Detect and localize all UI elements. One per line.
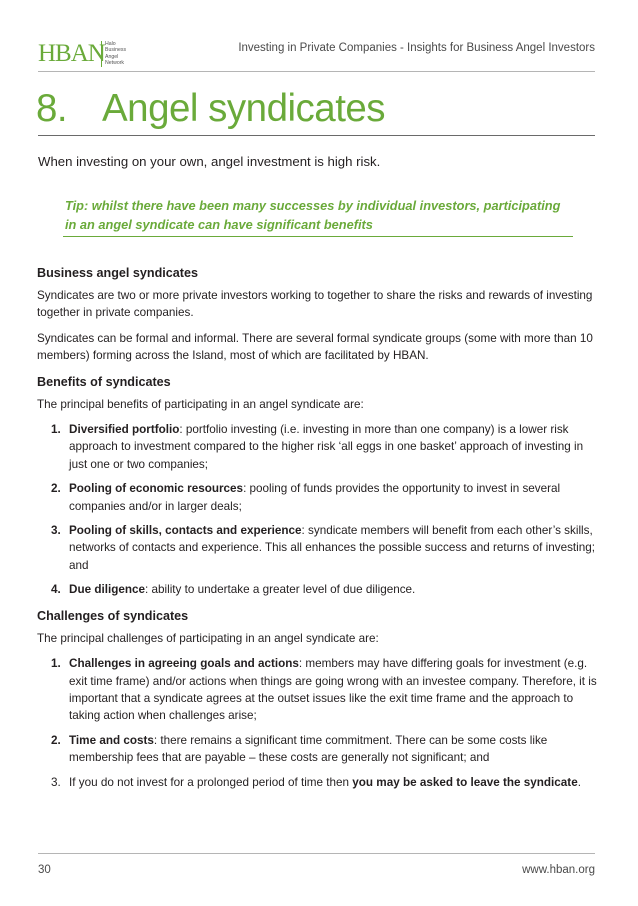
logo-sub-line: Network [105,60,125,67]
section-title-text: Angel syndicates [102,87,386,130]
running-header-title: Investing in Private Companies - Insights for Business Angel Investors [238,42,595,54]
body-content [37,264,597,799]
list-text: : ability to undertake a greater level of due diligence. [145,583,416,597]
logo-sub-line: Angel [105,53,119,60]
list-text: : syndicate members will benefit from each other’s skills, networks of contacts and experience. This all enhances the possible success and returns of investing; and [69,524,596,572]
section-heading: Challenges of syndicates [37,608,189,623]
list-item [37,522,597,574]
logo-wordmark: HBAN [38,40,105,67]
section-heading: Business angel syndicates [37,266,198,280]
paragraph: Syndicates can be formal and informal. There are several formal syndicate groups (some with more than 10 members) forming across the Island, most of which are facilitated by HBAN. [37,331,593,363]
list-text: : portfolio investing (i.e. investing in more than one company) is a lower risk approach to investment compared to the higher risk ‘all eggs in one basket’ approach of investing in just one or two companies; [69,423,584,471]
list-text: : there remains a significant time commitment. There can be some costs like membership fees that are payable – these costs are generally not significant; and [69,733,548,765]
header-divider [38,71,595,72]
list-term: Time and costs [69,733,154,747]
title-divider [38,135,595,136]
section-heading: Benefits of syndicates [37,374,171,389]
list-term: Pooling of economic resources [69,482,244,496]
list-text: : pooling of funds provides the opportunity to invest in several companies and/or in larger deals; [69,482,561,513]
paragraph: The principal benefits of participating in an angel syndicate are: [37,397,364,411]
challenges-list [37,655,597,791]
list-item [37,774,597,791]
benefits-list [37,421,597,599]
list-text: : members may have differing goals for investment (e.g. exit time frame) and/or actions when things are going wrong with an investee company. Therefore, it is important that a syndicate agrees at the outset issues like the exit time frame and the approach to taking action when challenges arise; [69,657,597,723]
tip-divider [63,236,573,237]
list-number: 3. [51,524,61,538]
tip-line: in an angel syndicate can have significant benefits [65,217,373,232]
tip-callout [65,196,585,234]
list-item [37,732,597,767]
intro-text: When investing on your own, angel investment is high risk. [38,154,381,169]
list-term: Diversified portfolio [69,423,180,437]
list-item [37,421,597,473]
page-title [36,86,385,132]
section-number: 8. [36,87,68,130]
list-number: 3. [51,775,61,789]
paragraph: Syndicates are two or more private investors working to together to share the risks and rewards of investing together in private companies. [37,289,593,320]
logo-subtitle [101,41,145,67]
list-item [37,581,597,598]
list-text: . [577,775,581,789]
page-number: 30 [38,864,51,876]
list-text: If you do not invest for a prolonged period of time then [69,775,353,789]
tip-line: Tip: whilst there have been many successes by individual investors, participating [65,198,561,213]
footer-website: www.hban.org [522,864,595,876]
list-number: 1. [51,423,61,437]
logo-sub-line: Halo [105,41,116,47]
list-item [37,480,597,515]
list-item [37,655,597,725]
list-number: 2. [51,482,61,496]
list-term: Pooling of skills, contacts and experience [69,524,302,538]
logo-sub-line: Business [105,47,127,54]
list-number: 4. [51,583,61,597]
paragraph: The principal challenges of participating in an angel syndicate are: [37,631,379,645]
list-term: Due diligence [69,583,145,597]
list-term: Challenges in agreeing goals and actions [69,657,299,671]
list-number: 2. [51,733,61,747]
footer-divider [38,853,595,854]
list-emphasis: you may be asked to leave the syndicate [352,775,578,789]
list-number: 1. [51,657,61,671]
